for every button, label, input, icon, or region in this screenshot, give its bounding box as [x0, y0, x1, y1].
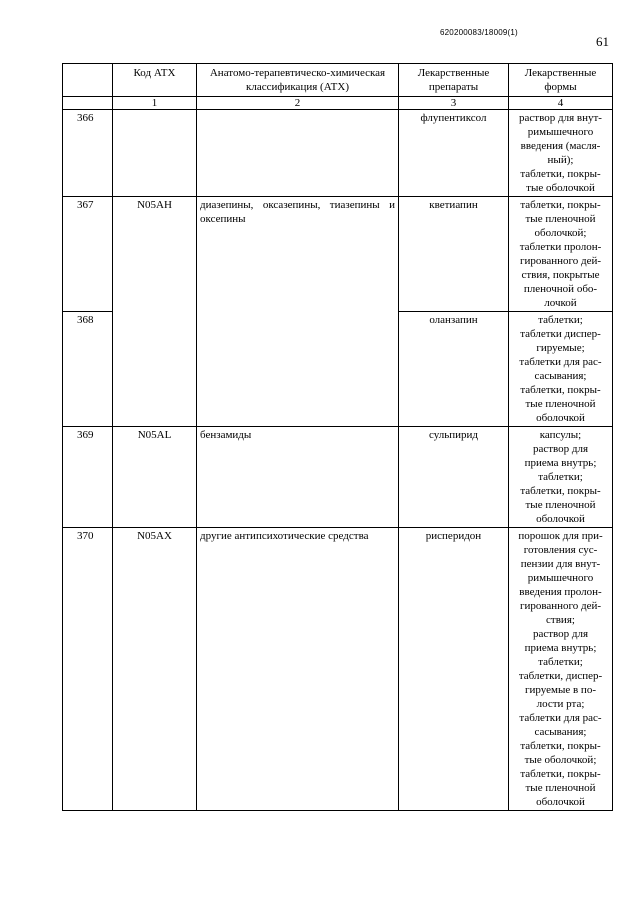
table-row	[63, 110, 613, 197]
dosage-form-line: таблетки для рас-	[519, 712, 602, 724]
table-row	[63, 197, 613, 312]
drug-table	[62, 63, 613, 811]
drug-name: сульпирид	[399, 427, 509, 528]
dosage-form-line: тые оболочкой	[526, 182, 595, 194]
classification: бензамиды	[197, 427, 399, 528]
dosage-form-line: лочкой	[544, 297, 577, 309]
column-header-row-number	[63, 64, 113, 97]
dosage-form-line: таблетки, покры-	[520, 485, 601, 497]
classification: диазепины, оксазепины, тиазепины и оксепины	[197, 197, 399, 427]
column-number: 1	[113, 97, 197, 110]
row-number: 367	[63, 197, 113, 312]
dosage-forms	[509, 312, 613, 427]
dosage-form-line: таблетки, покры-	[520, 740, 601, 752]
dosage-form-line: лости рта;	[536, 698, 585, 710]
column-header-forms: Лекарственные формы	[509, 64, 613, 97]
dosage-form-line: введения пролон-	[519, 586, 602, 598]
dosage-form-line: оболочкой	[536, 796, 585, 808]
dosage-form-line: раствор для	[532, 628, 589, 640]
dosage-form-line: готовления сус-	[523, 544, 598, 556]
dosage-form-line: тые пленочной	[525, 782, 596, 794]
dosage-form-line: ный);	[547, 154, 574, 166]
dosage-form-line: тые пленочной	[525, 398, 596, 410]
column-header-classification: Анатомо-терапевтическо-химическая классификация (АТХ)	[197, 64, 399, 97]
dosage-form-line: гируемые;	[536, 342, 585, 354]
column-number: 3	[399, 97, 509, 110]
dosage-forms	[509, 197, 613, 312]
document-id: 620200083/18009(1)	[440, 28, 518, 37]
dosage-form-line: ствия;	[546, 614, 575, 626]
dosage-form-line: таблетки, покры-	[520, 384, 601, 396]
row-number: 369	[63, 427, 113, 528]
dosage-form-line: раствор для	[532, 443, 589, 455]
table-row	[63, 427, 613, 528]
dosage-form-line: введения (масля-	[520, 140, 601, 152]
atc-code: N05AL	[113, 427, 197, 528]
dosage-form-line: тые оболочкой;	[524, 754, 597, 766]
column-number: 4	[509, 97, 613, 110]
dosage-form-line: тые пленочной	[525, 213, 596, 225]
dosage-form-line: оболочкой;	[534, 227, 587, 239]
dosage-form-line: таблетки, покры-	[520, 168, 601, 180]
classification	[197, 110, 399, 197]
dosage-form-line: таблетки для рас-	[519, 356, 602, 368]
dosage-form-line: гированного дей-	[519, 600, 602, 612]
dosage-form-line: гированного дей-	[519, 255, 602, 267]
table-row	[63, 528, 613, 811]
dosage-form-line: приема внутрь;	[524, 457, 597, 469]
column-number-row	[63, 97, 613, 110]
atc-code	[113, 110, 197, 197]
dosage-form-line: гируемые в по-	[525, 684, 596, 696]
dosage-form-line: таблетки диспер-	[520, 328, 601, 340]
dosage-form-line: пленочной обо-	[523, 283, 598, 295]
column-number: 2	[197, 97, 399, 110]
atc-code: N05AH	[113, 197, 197, 427]
dosage-form-line: таблетки пролон-	[519, 241, 602, 253]
dosage-form-line: порошок для при-	[518, 530, 603, 542]
dosage-forms	[509, 110, 613, 197]
table-header-row	[63, 64, 613, 97]
dosage-forms	[509, 528, 613, 811]
drug-name: флупентиксол	[399, 110, 509, 197]
dosage-form-line: раствор для внут-	[519, 112, 602, 124]
dosage-form-line: сасывания;	[534, 370, 587, 382]
classification: другие антипсихотические средства	[197, 528, 399, 811]
dosage-form-line: капсулы;	[539, 429, 582, 441]
dosage-form-line: таблетки;	[538, 314, 583, 326]
column-header-atc-code: Код АТХ	[113, 64, 197, 97]
dosage-form-line: оболочкой	[536, 412, 585, 424]
dosage-form-line: приема внутрь;	[524, 642, 597, 654]
row-number: 370	[63, 528, 113, 811]
drug-name: рисперидон	[399, 528, 509, 811]
page-number: 61	[596, 34, 609, 49]
dosage-form-line: ствия, покрытые	[521, 269, 600, 281]
column-header-drugs: Лекарственные препараты	[399, 64, 509, 97]
dosage-form-line: оболочкой	[536, 513, 585, 525]
row-number: 368	[63, 312, 113, 427]
column-number	[63, 97, 113, 110]
dosage-form-line: таблетки, покры-	[520, 768, 601, 780]
dosage-form-line: таблетки;	[538, 656, 583, 668]
dosage-form-line: римышечного	[527, 126, 594, 138]
dosage-forms	[509, 427, 613, 528]
dosage-form-line: тые пленочной	[525, 499, 596, 511]
dosage-form-line: римышечного	[527, 572, 594, 584]
drug-name: оланзапин	[399, 312, 509, 427]
dosage-form-line: таблетки, диспер-	[518, 670, 603, 682]
dosage-form-line: пензии для внут-	[520, 558, 601, 570]
dosage-form-line: сасывания;	[534, 726, 587, 738]
row-number: 366	[63, 110, 113, 197]
dosage-form-line: таблетки, покры-	[520, 199, 601, 211]
drug-name: кветиапин	[399, 197, 509, 312]
atc-code: N05AX	[113, 528, 197, 811]
dosage-form-line: таблетки;	[538, 471, 583, 483]
